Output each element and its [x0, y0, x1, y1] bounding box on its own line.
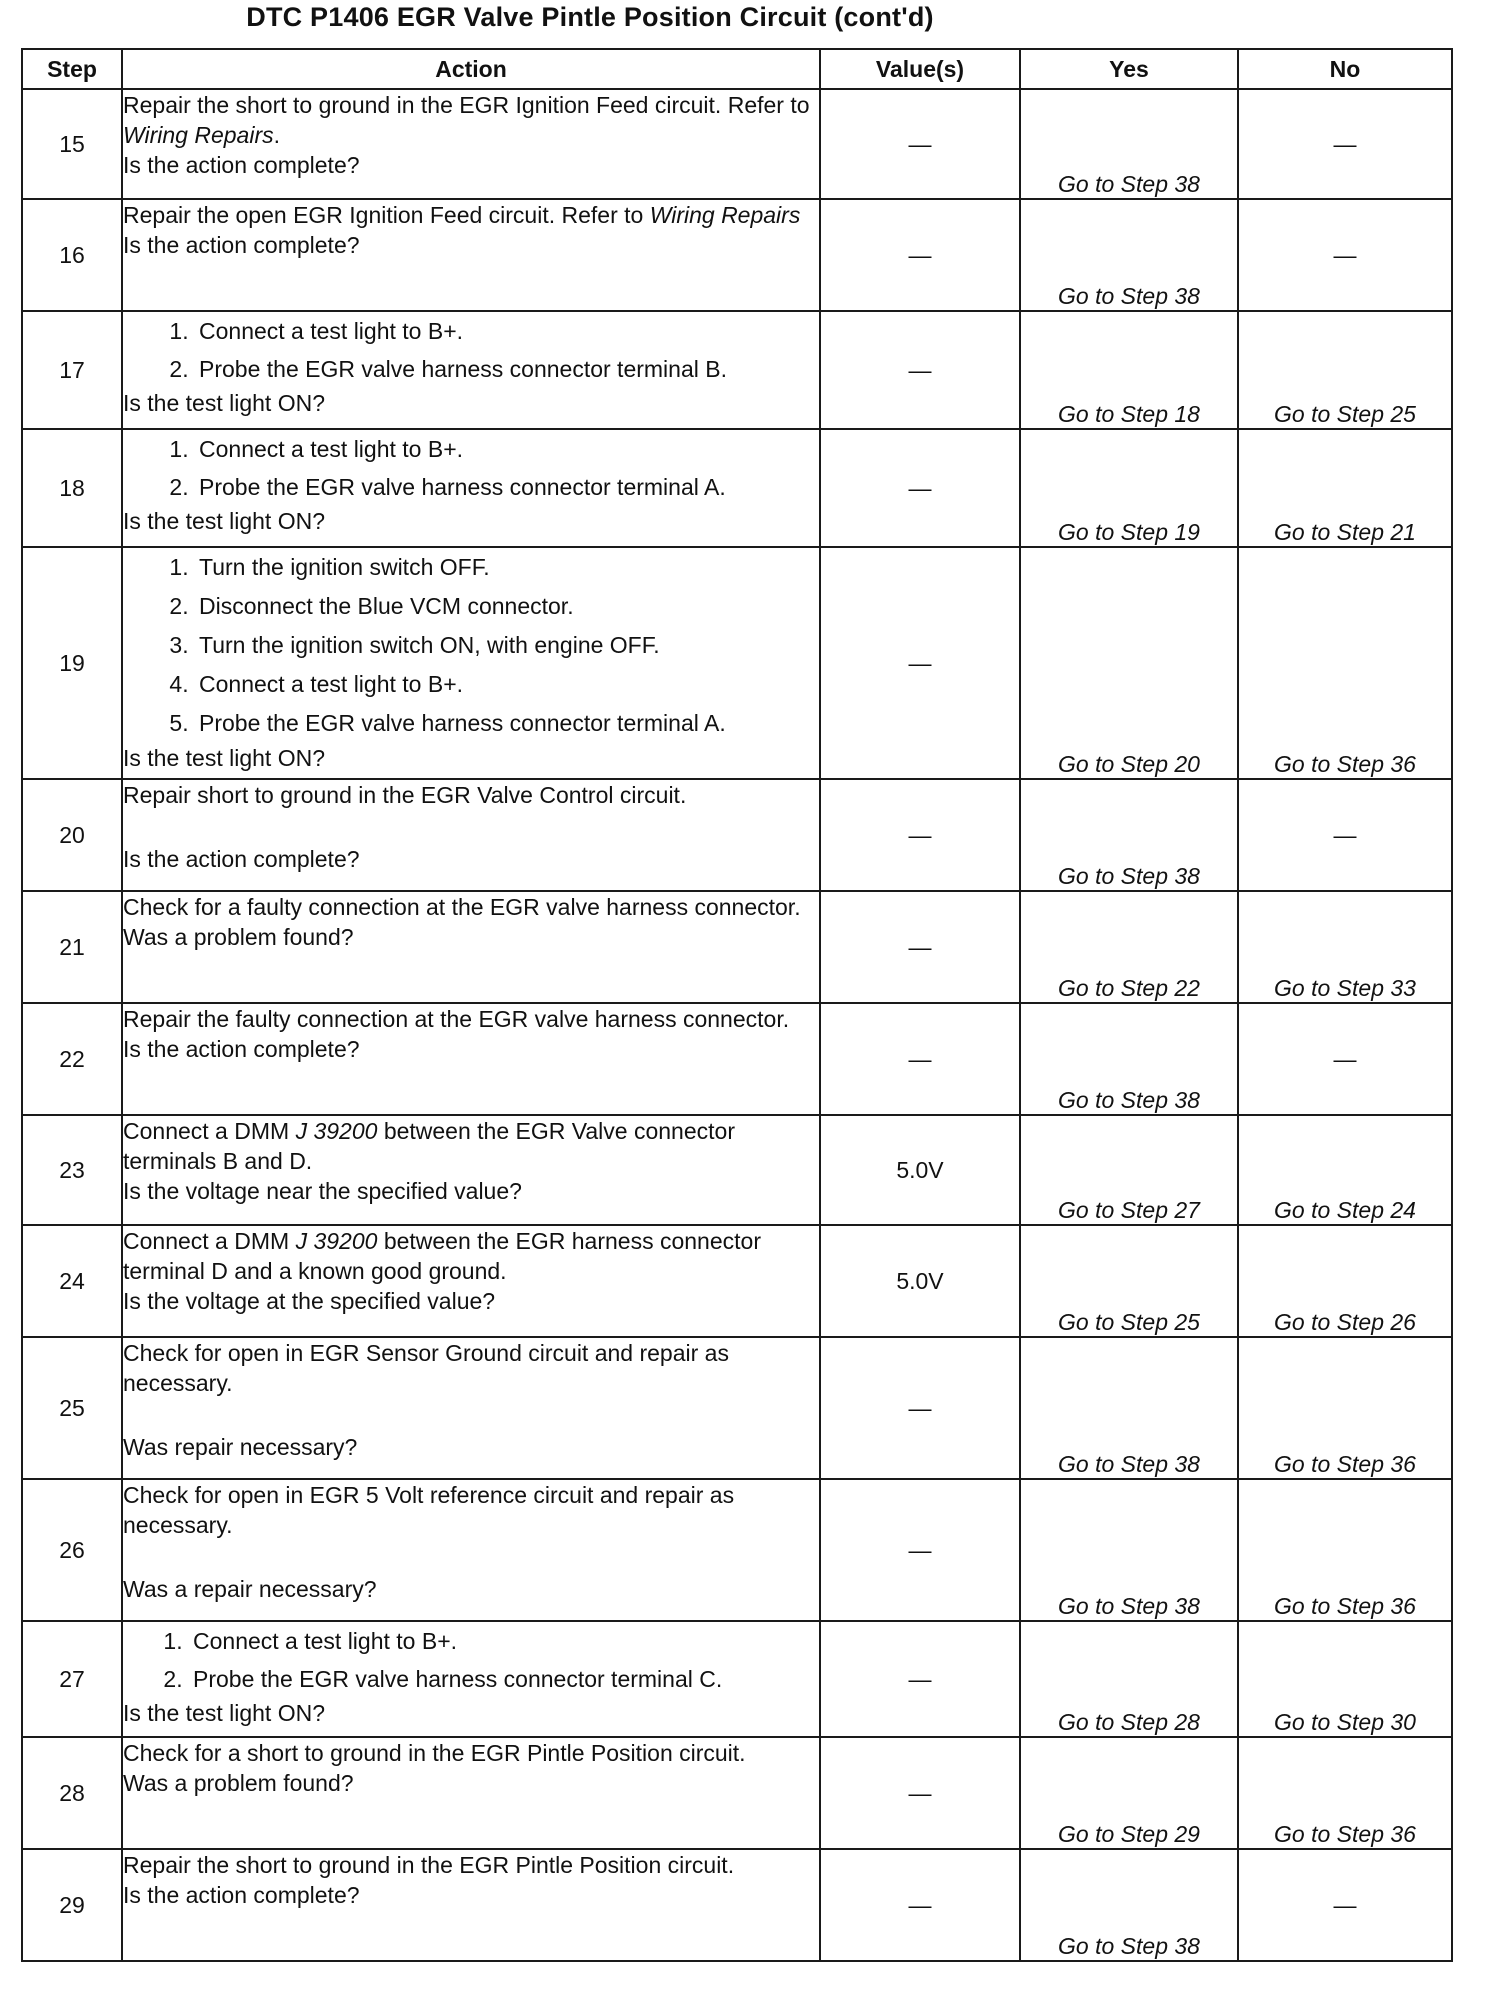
- yes-cell: Go to Step 25: [1020, 1225, 1238, 1337]
- step-number: 26: [22, 1479, 122, 1621]
- step-number: 20: [22, 779, 122, 891]
- action-text: Repair the open EGR Ignition Feed circuit. Refer to Wiring Repairs: [123, 202, 801, 228]
- no-cell: —: [1238, 199, 1452, 311]
- no-cell: Go to Step 21: [1238, 429, 1452, 547]
- action-question: Is the action complete?: [123, 1036, 360, 1062]
- action-step: 2. Probe the EGR valve harness connector terminal C.: [189, 1660, 819, 1698]
- step-number: 21: [22, 891, 122, 1003]
- table-row: [22, 199, 1452, 311]
- no-cell: Go to Step 36: [1238, 1479, 1452, 1621]
- table-header-row: [22, 49, 1452, 89]
- action-text: Repair the faulty connection at the EGR valve harness connector.: [123, 1006, 790, 1032]
- page-title: DTC P1406 EGR Valve Pintle Position Circuit (cont'd): [246, 2, 934, 32]
- action-question: Is the voltage near the specified value?: [123, 1178, 522, 1204]
- table-row: [22, 1337, 1452, 1479]
- action-question: Was a problem found?: [123, 1770, 354, 1796]
- value-cell: —: [820, 1849, 1020, 1961]
- action-question: Is the test light ON?: [123, 1700, 325, 1726]
- action-question: Was a problem found?: [123, 924, 354, 950]
- action-step: 2. Probe the EGR valve harness connector terminal B.: [195, 350, 819, 388]
- action-steps: [123, 312, 819, 388]
- yes-cell: Go to Step 28: [1020, 1621, 1238, 1737]
- action-text: Check for open in EGR Sensor Ground circuit and repair as necessary.: [123, 1340, 729, 1396]
- yes-cell: Go to Step 38: [1020, 779, 1238, 891]
- action-question: Is the test light ON?: [123, 390, 325, 416]
- table-row: [22, 1115, 1452, 1225]
- yes-cell: Go to Step 19: [1020, 429, 1238, 547]
- action-cell: [122, 1621, 820, 1737]
- table-row: [22, 311, 1452, 429]
- table-row: [22, 429, 1452, 547]
- action-cell: [122, 429, 820, 547]
- reference-link: Wiring Repairs: [649, 202, 801, 228]
- value-cell: —: [820, 429, 1020, 547]
- action-cell: [122, 779, 820, 891]
- table-row: [22, 1849, 1452, 1961]
- action-text: Repair short to ground in the EGR Valve Control circuit.: [123, 782, 687, 808]
- no-cell: Go to Step 25: [1238, 311, 1452, 429]
- action-text: Check for a faulty connection at the EGR valve harness connector.: [123, 894, 801, 920]
- action-question: Is the test light ON?: [123, 745, 325, 771]
- reference-link: Wiring Repairs: [123, 122, 274, 148]
- table-row: [22, 779, 1452, 891]
- no-cell: Go to Step 30: [1238, 1621, 1452, 1737]
- action-cell: [122, 1849, 820, 1961]
- step-number: 17: [22, 311, 122, 429]
- action-cell: [122, 891, 820, 1003]
- value-cell: —: [820, 311, 1020, 429]
- value-cell: —: [820, 1003, 1020, 1115]
- action-cell: [122, 1225, 820, 1337]
- action-cell: [122, 311, 820, 429]
- value-cell: —: [820, 1737, 1020, 1849]
- column-header-yes: Yes: [1020, 49, 1238, 89]
- action-steps: [123, 548, 819, 743]
- no-cell: —: [1238, 779, 1452, 891]
- diagnostic-table: [21, 48, 1453, 1962]
- action-question: Is the action complete?: [123, 152, 360, 178]
- action-question: Is the test light ON?: [123, 508, 325, 534]
- action-cell: [122, 1115, 820, 1225]
- action-text: Check for a short to ground in the EGR Pintle Position circuit.: [123, 1740, 746, 1766]
- yes-cell: Go to Step 22: [1020, 891, 1238, 1003]
- value-cell: —: [820, 891, 1020, 1003]
- value-cell: —: [820, 199, 1020, 311]
- step-number: 25: [22, 1337, 122, 1479]
- action-question: Is the action complete?: [123, 232, 360, 258]
- step-number: 23: [22, 1115, 122, 1225]
- action-step: 1. Connect a test light to B+.: [189, 1622, 819, 1660]
- value-cell: 5.0V: [820, 1115, 1020, 1225]
- value-cell: —: [820, 1621, 1020, 1737]
- action-question: Was repair necessary?: [123, 1434, 358, 1460]
- action-step: 1. Connect a test light to B+.: [195, 430, 819, 468]
- yes-cell: Go to Step 38: [1020, 1003, 1238, 1115]
- value-cell: —: [820, 1479, 1020, 1621]
- action-text: Connect a DMM J 39200 between the EGR Valve connector terminals B and D.: [123, 1118, 735, 1174]
- action-text: Check for open in EGR 5 Volt reference circuit and repair as necessary.: [123, 1482, 735, 1538]
- action-step: 4. Connect a test light to B+.: [195, 665, 819, 704]
- table-row: [22, 891, 1452, 1003]
- table-row: [22, 1479, 1452, 1621]
- action-cell: [122, 547, 820, 779]
- table-row: [22, 89, 1452, 199]
- yes-cell: Go to Step 20: [1020, 547, 1238, 779]
- step-number: 18: [22, 429, 122, 547]
- action-step: 1. Connect a test light to B+.: [195, 312, 819, 350]
- action-question: Is the action complete?: [123, 1882, 360, 1908]
- action-question: Was a repair necessary?: [123, 1576, 377, 1602]
- action-cell: [122, 89, 820, 199]
- no-cell: —: [1238, 1003, 1452, 1115]
- action-question: Is the action complete?: [123, 846, 360, 872]
- table-row: [22, 1621, 1452, 1737]
- action-step: 3. Turn the ignition switch ON, with engine OFF.: [195, 626, 819, 665]
- column-header-step: Step: [22, 49, 122, 89]
- step-number: 16: [22, 199, 122, 311]
- yes-cell: Go to Step 38: [1020, 1479, 1238, 1621]
- action-step: 5. Probe the EGR valve harness connector terminal A.: [195, 704, 819, 743]
- no-cell: —: [1238, 1849, 1452, 1961]
- value-cell: —: [820, 1337, 1020, 1479]
- column-header-action: Action: [122, 49, 820, 89]
- yes-cell: Go to Step 38: [1020, 1337, 1238, 1479]
- tool-reference: J 39200: [295, 1228, 378, 1254]
- action-cell: [122, 1479, 820, 1621]
- action-steps: [123, 1622, 819, 1698]
- no-cell: Go to Step 24: [1238, 1115, 1452, 1225]
- no-cell: Go to Step 36: [1238, 1737, 1452, 1849]
- no-cell: —: [1238, 89, 1452, 199]
- step-number: 15: [22, 89, 122, 199]
- column-header-values: Value(s): [820, 49, 1020, 89]
- action-text: Repair the short to ground in the EGR Pintle Position circuit.: [123, 1852, 735, 1878]
- yes-cell: Go to Step 27: [1020, 1115, 1238, 1225]
- table-row: [22, 1737, 1452, 1849]
- value-cell: —: [820, 547, 1020, 779]
- action-steps: [123, 430, 819, 506]
- step-number: 29: [22, 1849, 122, 1961]
- action-cell: [122, 1337, 820, 1479]
- action-step: 2. Probe the EGR valve harness connector terminal A.: [195, 468, 819, 506]
- value-cell: —: [820, 89, 1020, 199]
- step-number: 27: [22, 1621, 122, 1737]
- action-text: Connect a DMM J 39200 between the EGR harness connector terminal D and a known good ground.: [123, 1228, 761, 1284]
- yes-cell: Go to Step 38: [1020, 1849, 1238, 1961]
- action-step: 1. Turn the ignition switch OFF.: [195, 548, 819, 587]
- yes-cell: Go to Step 18: [1020, 311, 1238, 429]
- action-cell: [122, 1737, 820, 1849]
- no-cell: Go to Step 33: [1238, 891, 1452, 1003]
- yes-cell: Go to Step 38: [1020, 89, 1238, 199]
- table-row: [22, 1225, 1452, 1337]
- action-cell: [122, 199, 820, 311]
- step-number: 22: [22, 1003, 122, 1115]
- value-cell: —: [820, 779, 1020, 891]
- action-text: Repair the short to ground in the EGR Ignition Feed circuit. Refer to Wiring Repairs.: [123, 92, 810, 148]
- no-cell: Go to Step 26: [1238, 1225, 1452, 1337]
- step-number: 28: [22, 1737, 122, 1849]
- yes-cell: Go to Step 29: [1020, 1737, 1238, 1849]
- tool-reference: J 39200: [295, 1118, 378, 1144]
- action-step: 2. Disconnect the Blue VCM connector.: [195, 587, 819, 626]
- table-row: [22, 547, 1452, 779]
- yes-cell: Go to Step 38: [1020, 199, 1238, 311]
- action-question: Is the voltage at the specified value?: [123, 1288, 496, 1314]
- no-cell: Go to Step 36: [1238, 1337, 1452, 1479]
- step-number: 19: [22, 547, 122, 779]
- value-cell: 5.0V: [820, 1225, 1020, 1337]
- column-header-no: No: [1238, 49, 1452, 89]
- step-number: 24: [22, 1225, 122, 1337]
- table-row: [22, 1003, 1452, 1115]
- action-cell: [122, 1003, 820, 1115]
- no-cell: Go to Step 36: [1238, 547, 1452, 779]
